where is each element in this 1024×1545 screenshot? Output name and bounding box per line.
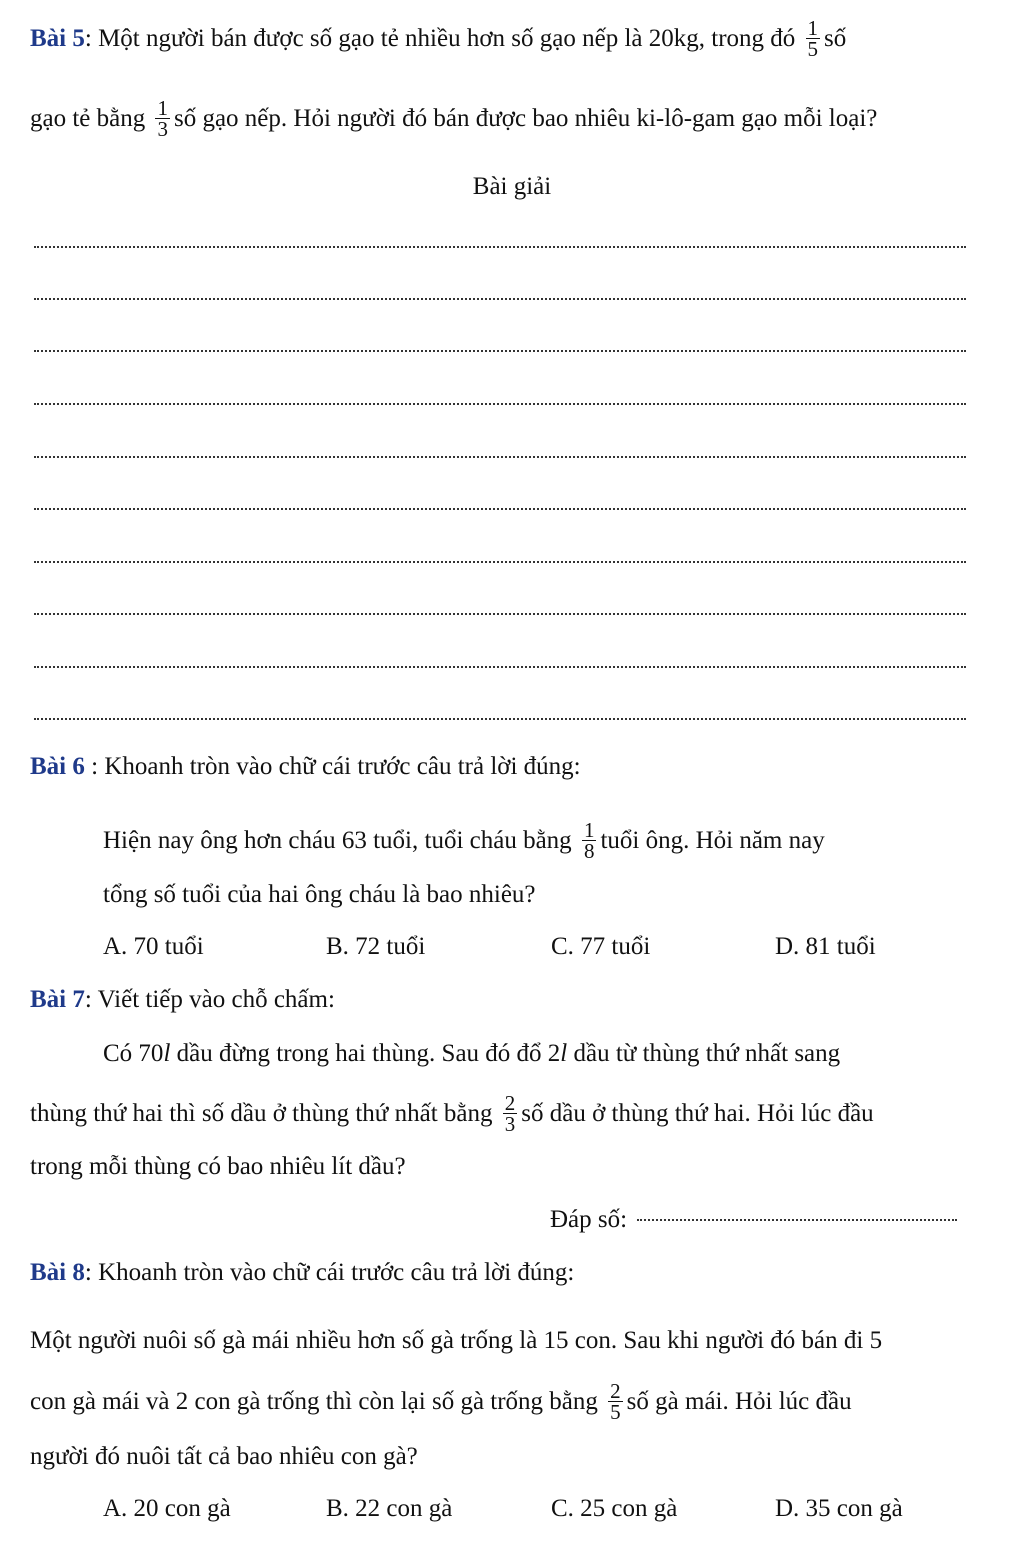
bai5-line2 <box>30 96 878 141</box>
bai8-option-d[interactable]: D. 35 con gà <box>775 1495 903 1522</box>
bai7-answer <box>550 1205 957 1235</box>
answer-label: Đáp số: <box>550 1206 628 1233</box>
frac-denominator: 3 <box>157 117 168 141</box>
bai8-option-b[interactable]: B. 22 con gà <box>326 1495 453 1522</box>
bai8-line2 <box>30 1379 852 1424</box>
frac-numerator: 1 <box>583 818 595 842</box>
bai5-text-1-end: số <box>824 25 847 53</box>
solution-heading: Bài giải <box>472 173 552 200</box>
bai8-text-2-end: số gà mái. Hỏi lúc đầu <box>626 1388 852 1416</box>
bai5-text-2-end: số gạo nếp. Hỏi người đó bán được bao nhiêu ki-lô-gam gạo mỗi loại? <box>173 105 878 133</box>
frac-denominator: 5 <box>610 1400 621 1424</box>
bai8-heading <box>30 1258 574 1288</box>
bai6-label: Bài 6 <box>30 753 85 780</box>
bai6-line1 <box>103 818 825 863</box>
bai6-option-a[interactable]: A. 70 tuổi <box>103 933 204 960</box>
bai6-text-1-start: Hiện nay ông hơn cháu 63 tuổi, tuổi cháu bằng <box>103 827 572 855</box>
answer-line[interactable] <box>34 508 966 510</box>
answer-line[interactable] <box>34 350 966 352</box>
bai6-fraction <box>582 820 597 861</box>
bai8-option-c[interactable]: C. 25 con gà <box>551 1495 678 1522</box>
bai5-text-2-start: gạo tẻ bằng <box>30 105 146 133</box>
bai5-text-1: : Một người bán được số gạo tẻ nhiều hơn số gạo nếp là 20kg, trong đó <box>84 25 796 53</box>
answer-line[interactable] <box>34 456 966 458</box>
bai7-text-2-end: số dầu ở thùng thứ hai. Hỏi lúc đầu <box>521 1100 874 1128</box>
bai6-option-d[interactable]: D. 81 tuổi <box>775 933 876 960</box>
bai7-heading <box>30 985 335 1015</box>
bai7-text-c: dầu từ thùng thứ nhất sang <box>567 1040 841 1067</box>
bai7-label: Bài 7 <box>30 986 85 1013</box>
frac-denominator: 8 <box>583 839 595 863</box>
bai7-line2 <box>30 1091 874 1136</box>
bai8-option-a[interactable]: A. 20 con gà <box>103 1495 231 1522</box>
bai8-line1: Một người nuôi số gà mái nhiều hơn số gà trống là 15 con. Sau khi người đó bán đi 5 <box>30 1327 883 1354</box>
bai6-instruction: : Khoanh tròn vào chữ cái trước câu trả lời đúng: <box>84 753 581 780</box>
frac-denominator: 5 <box>807 37 819 61</box>
bai6-line2: tổng số tuổi của hai ông cháu là bao nhiêu? <box>103 881 536 908</box>
frac-numerator: 2 <box>610 1379 621 1403</box>
frac-numerator: 1 <box>807 16 819 40</box>
answer-line[interactable] <box>34 403 966 405</box>
answer-line[interactable] <box>34 246 966 248</box>
bai5-line1 <box>30 16 847 61</box>
answer-line[interactable] <box>34 298 966 300</box>
bai8-text-2-start: con gà mái và 2 con gà trống thì còn lại số gà trống bằng <box>30 1388 598 1416</box>
answer-line[interactable] <box>34 718 966 720</box>
bai6-option-b[interactable]: B. 72 tuổi <box>326 933 426 960</box>
bai7-text-2-start: thùng thứ hai thì số dầu ở thùng thứ nhất bằng <box>30 1100 493 1128</box>
answer-line[interactable] <box>34 561 966 563</box>
bai8-label: Bài 8 <box>30 1259 85 1286</box>
bai7-fraction <box>503 1093 518 1134</box>
bai6-option-c[interactable]: C. 77 tuổi <box>551 933 651 960</box>
bai8-line3: người đó nuôi tất cả bao nhiêu con gà? <box>30 1443 418 1470</box>
liter-unit: l <box>560 1040 568 1067</box>
bai7-text-b: dầu đừng trong hai thùng. Sau đó đổ 2 <box>170 1040 561 1067</box>
bai8-instruction: : Khoanh tròn vào chữ cái trước câu trả lời đúng: <box>84 1259 575 1286</box>
answer-line[interactable] <box>34 613 966 615</box>
bai6-text-1-end: tuổi ông. Hỏi năm nay <box>600 827 825 855</box>
bai7-line1 <box>103 1039 840 1069</box>
frac-numerator: 2 <box>504 1091 516 1115</box>
bai5-label: Bài 5 <box>30 25 85 53</box>
answer-line[interactable] <box>34 666 966 668</box>
liter-unit: l <box>163 1040 171 1067</box>
bai8-fraction <box>608 1381 623 1422</box>
bai5-fraction-1 <box>806 18 821 59</box>
frac-numerator: 1 <box>157 96 168 120</box>
bai5-fraction-2 <box>155 98 170 139</box>
bai7-line3: trong mỗi thùng có bao nhiêu lít dầu? <box>30 1153 406 1180</box>
answer-blank[interactable] <box>637 1219 957 1221</box>
bai7-instruction: : Viết tiếp vào chỗ chấm: <box>84 986 335 1013</box>
bai6-heading <box>30 752 581 782</box>
frac-denominator: 3 <box>504 1112 516 1136</box>
bai7-text-a: Có 70 <box>103 1040 164 1067</box>
